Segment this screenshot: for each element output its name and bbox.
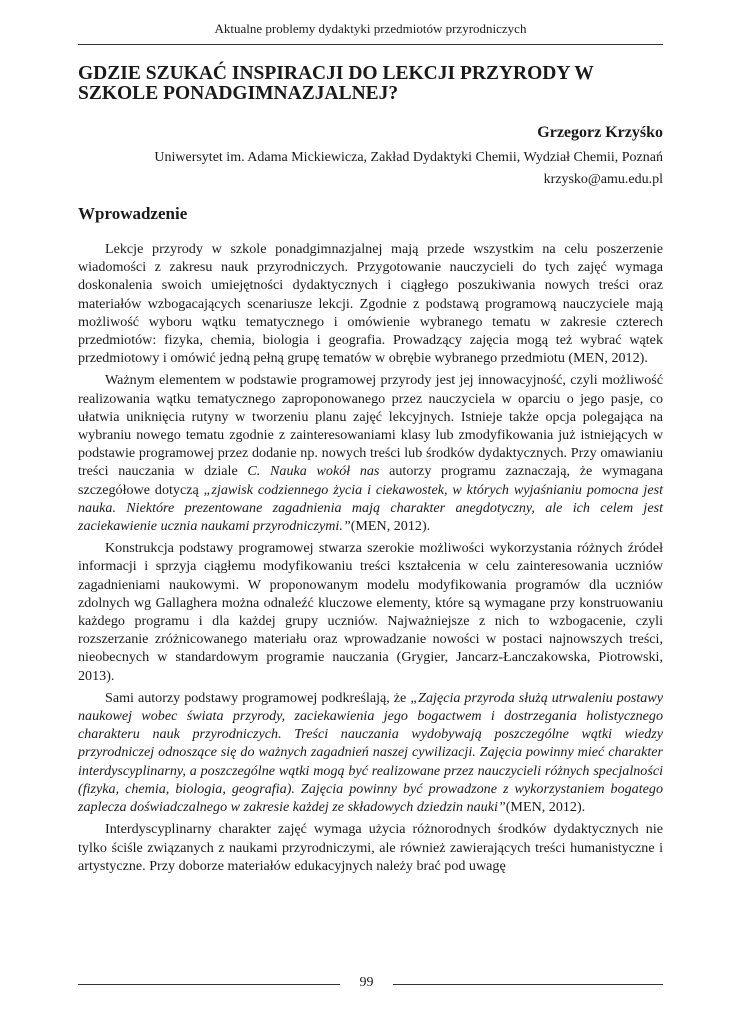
paragraph bbox=[78, 539, 663, 685]
article-body bbox=[78, 240, 663, 879]
italic-text: „zjawisk codziennego życia i ciekawostek, w których wyjaśnianiu pomocna jest nauka. Niektóre prezentowane zagadnienia mają charakter anegdotyczny, ale ich celem jest zaciekawienie ucznia naukami przyrodniczymi.” bbox=[78, 481, 663, 535]
footer-rule-left bbox=[78, 984, 340, 985]
author-email: krzysko@amu.edu.pl bbox=[543, 172, 663, 187]
paragraph bbox=[78, 240, 663, 367]
italic-text: „Zajęcia przyroda służą utrwaleniu postawy naukowej wobec świata przyrody, zaciekawienia jego bogactwem i dostrzegania holistycznego charakteru nauk przyrodniczych. Treści nauczania wydobywają poszczególne wątki wiedzy przyrodniczej odnoszące się do ważnych zagadnień naszej cywilizacji. Zajęcia powinny mieć charakter interdyscyplinarny, a poszczególne wątki mogą być realizowane przez nauczycieli różnych specjalności (fizyka, chemia, biologia, geografia). Zajęcia powinny być prowadzone z wykorzystaniem bogatego zaplecza doświadczalnego w zakresie każdej ze składowych dziedzin nauki” bbox=[78, 689, 663, 816]
text-run: Sami autorzy podstawy programowej podkreślają, że bbox=[105, 689, 411, 706]
page-number: 99 bbox=[359, 975, 374, 990]
paragraph bbox=[78, 371, 663, 535]
header-rule bbox=[78, 44, 663, 45]
italic-text: C. Nauka wokół nas bbox=[247, 463, 380, 480]
footer-rule-right bbox=[393, 984, 663, 985]
paragraph bbox=[78, 820, 663, 875]
text-run: (MEN, 2012). bbox=[505, 799, 586, 816]
text-run: (MEN, 2012). bbox=[350, 518, 431, 535]
section-heading: Wprowadzenie bbox=[78, 204, 188, 223]
author-affiliation: Uniwersytet im. Adama Mickiewicza, Zakład Dydaktyki Chemii, Wydział Chemii, Poznań bbox=[154, 150, 663, 165]
text-run: Interdyscyplinarny charakter zajęć wymaga użycia różnorodnych środków dydaktycznych nie tylko ściśle związanych z naukami przyrodniczymi, ale również zawierających treści humanistyczne i artystyczne. Przy doborze materiałów edukacyjnych należy brać pod uwagę bbox=[78, 821, 663, 874]
author-name: Grzegorz Krzyśko bbox=[537, 124, 663, 141]
paragraph bbox=[78, 689, 663, 816]
running-header: Aktualne problemy dydaktyki przedmiotów przyrodniczych bbox=[214, 21, 527, 36]
text-run: Konstrukcja podstawy programowej stwarza szerokie możliwości wykorzystania różnych źródeł informacji i sprzyja ciągłemu modyfikowaniu treści kształcenia w celu zainteresowania uczniów zagadnieniami naukowymi. W proponowanym modelu modyfikowania programów dla uczniów zdolnych wg Gallaghera można odnaleźć kluczowe elementy, które są wymagane przy konstruowaniu każdego programu i dla każdej grupy uczniów. Najważniejsze z nich to wzbogacenie, czyli rozszerzanie zróżnicowanego materiału oraz wprowadzanie nowości w postaci najnowszych treści, nieobecnych w standardowym programie nauczania (Grygier, Jancarz-Łanczakowska, Piotrowski, 2013). bbox=[78, 540, 663, 684]
text-run: autorzy programu zaznaczają, że wymagana szczegółowe dotyczą bbox=[78, 463, 663, 498]
text-run: Lekcje przyrody w szkole ponadgimnazjalnej mają przede wszystkim na celu poszerzenie wiadomości z zakresu nauk przyrodniczych. Przygotowanie nauczycieli do tych zajęć wymaga doskonalenia swoich umiejętności dydaktycznych i ciągłego poszukiwania nowych treści oraz materiałów wzbogacających scenariusze lekcji. Zgodnie z podstawą programową nauczyciele mają możliwość wyboru wątku tematycznego i omówienie wybranego tematu w zakresie czterech przedmiotów: fizyka, chemia, biologia i geografia. Prowadzący zajęcia mogą też wybrać wątek przedmiotowy i omówić jedną pełną grupę tematów w obrębie wybranego przedmiotu (MEN, 2012). bbox=[78, 241, 663, 367]
text-run: Ważnym elementem w podstawie programowej przyrody jest jej innowacyjność, czyli możliwość realizowania wątku tematycznego zaproponowanego przez nauczyciela w oparciu o jego pasje, co ułatwia uniknięcia rutyny w tworzeniu planu zajęć lekcyjnych. Istnieje także opcja polegająca na wybraniu nowego tematu zgodnie z zainteresowaniami klasy lub zmodyfikowania już istniejących w podstawie programowej przez dodanie np. nowych treści lub środków dydaktycznych. Przy omawianiu treści nauczania w dziale bbox=[78, 372, 663, 480]
article-title: GDZIE SZUKAĆ INSPIRACJI DO LEKCJI PRZYRODY W SZKOLE PONADGIMNAZJALNEJ? bbox=[78, 63, 594, 104]
